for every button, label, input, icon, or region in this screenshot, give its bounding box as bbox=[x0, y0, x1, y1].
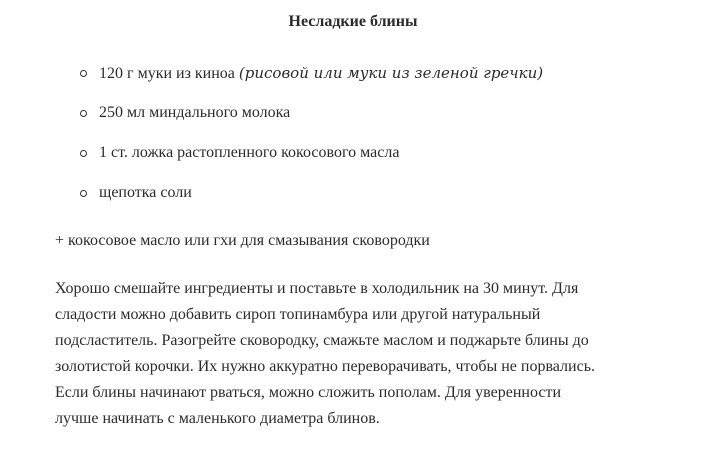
instruction-line: золотистой корочки. Их нужно аккуратно переворачивать, чтобы не порвались. bbox=[55, 358, 595, 375]
instructions-paragraph bbox=[55, 276, 645, 432]
instruction-line: сладости можно добавить сироп топинамбура или другой натуральный bbox=[55, 306, 541, 323]
circle-bullet-icon bbox=[80, 190, 87, 197]
recipe-title: Несладкие блины bbox=[288, 13, 418, 30]
ingredient-main: щепотка соли bbox=[99, 184, 192, 201]
ingredient-text bbox=[99, 100, 290, 126]
instruction-line: лучше начинать с маленького диаметра блинов. bbox=[55, 410, 380, 427]
ingredient-main: 120 г муки из киноа bbox=[99, 65, 239, 82]
ingredient-note: (рисовой или муки из зеленой гречки) bbox=[238, 64, 544, 82]
instruction-line: Хорошо смешайте ингредиенты и поставьте в холодильник на 30 минут. Для bbox=[55, 280, 579, 297]
circle-bullet-icon bbox=[80, 110, 87, 117]
extra-ingredient-line: + кокосовое масло или гхи для смазывания сковородки bbox=[55, 232, 430, 249]
instruction-line: Если блины начинают рваться, можно сложить пополам. Для уверенности bbox=[55, 384, 561, 401]
ingredient-main: 1 ст. ложка растопленного кокосового масла bbox=[99, 144, 400, 161]
ingredient-text bbox=[99, 180, 192, 206]
ingredient-text bbox=[99, 140, 399, 166]
circle-bullet-icon bbox=[80, 70, 87, 77]
circle-bullet-icon bbox=[80, 150, 87, 157]
instruction-line: подсластитель. Разогрейте сковородку, смажьте маслом и поджарьте блины до bbox=[55, 332, 589, 349]
ingredient-text bbox=[99, 60, 543, 87]
ingredient-main: 250 мл миндального молока bbox=[99, 104, 291, 121]
